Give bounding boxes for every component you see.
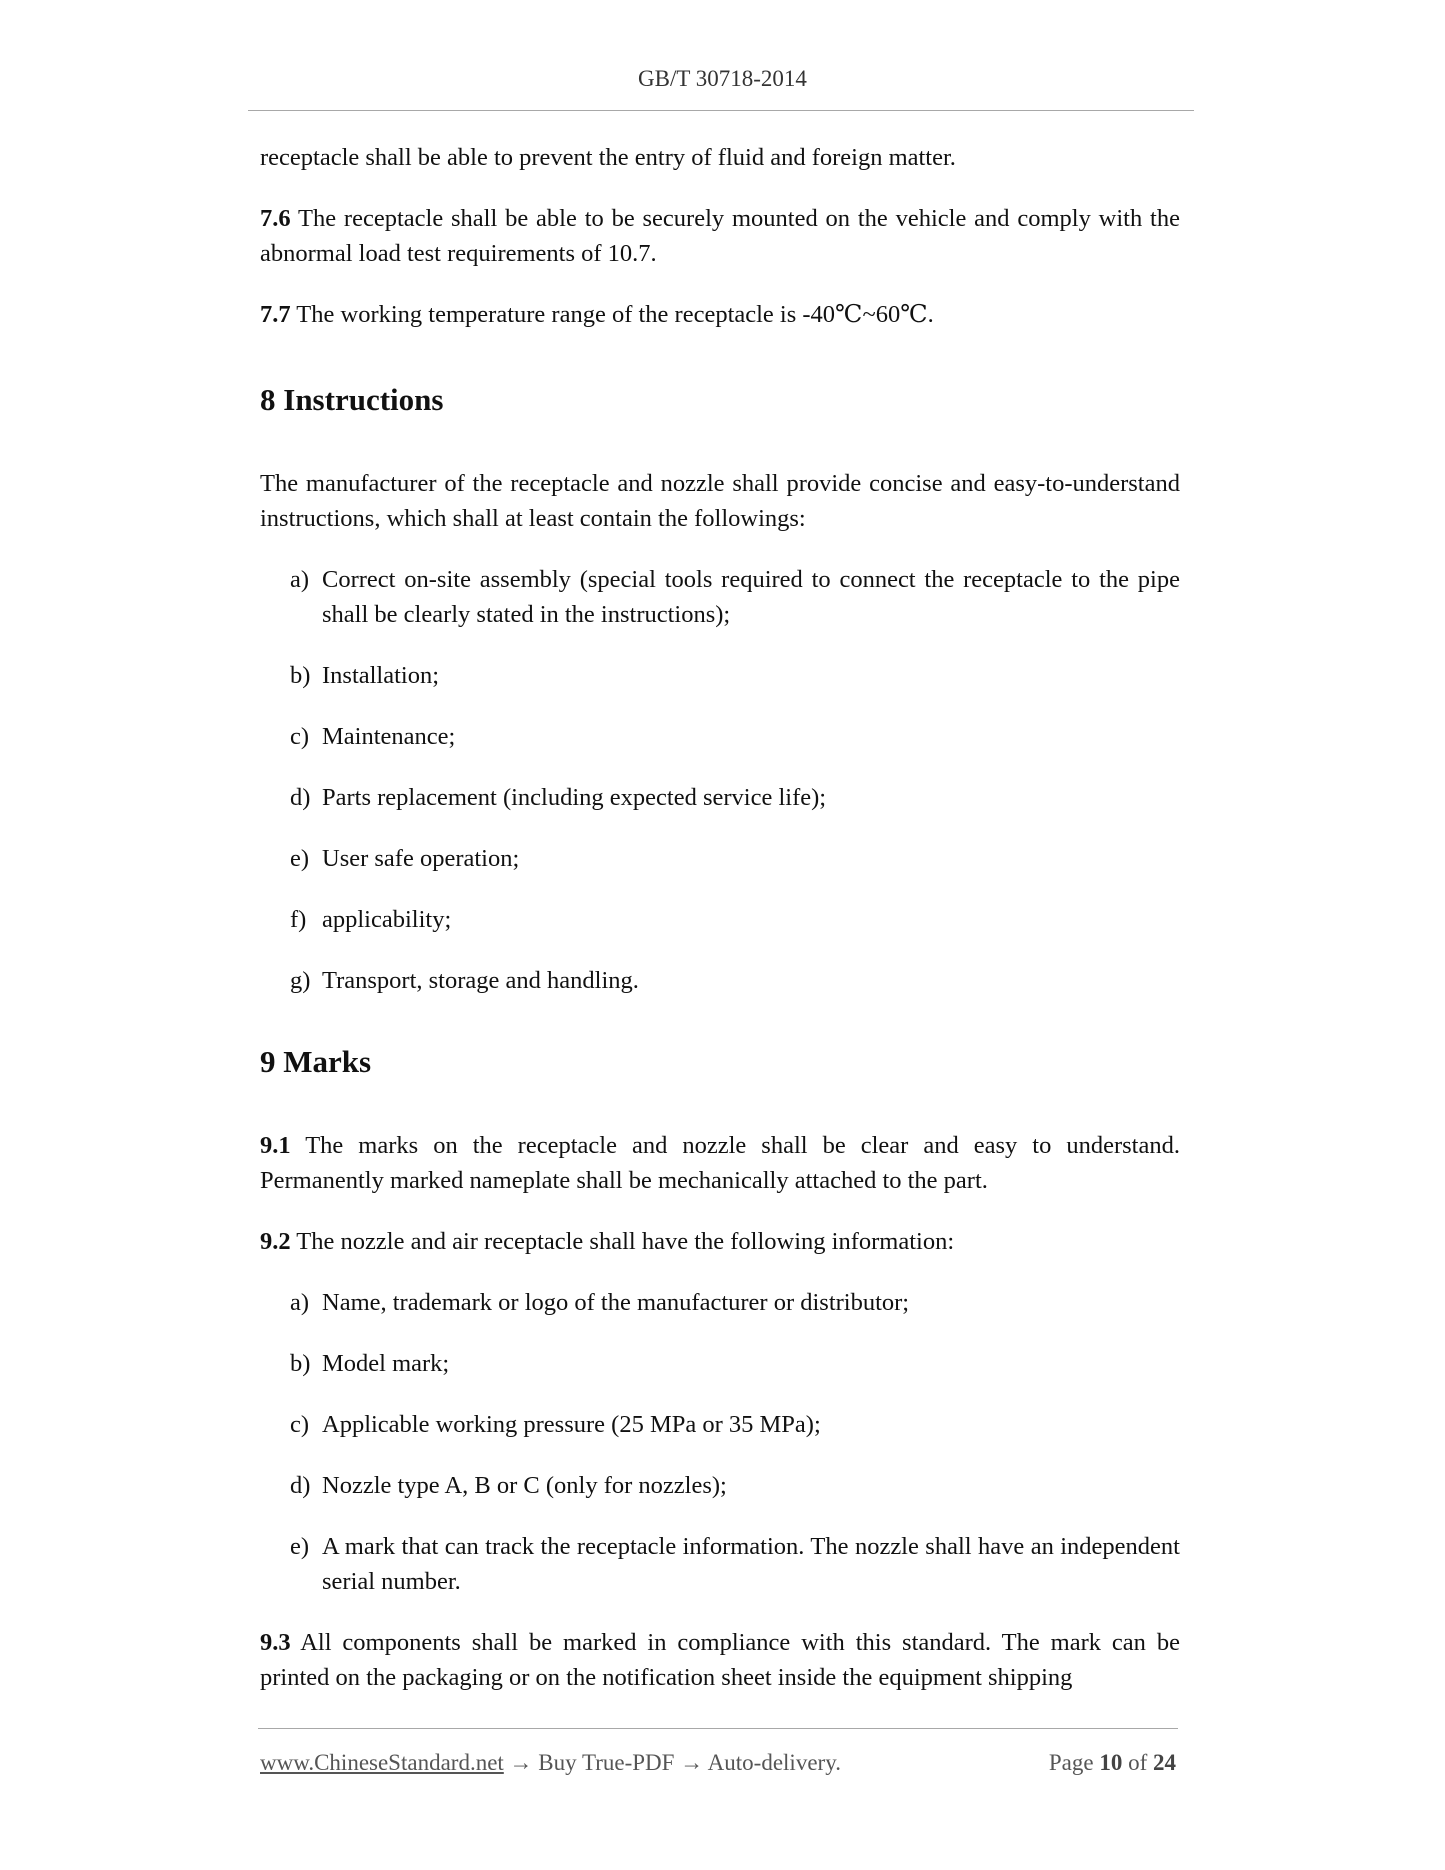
footer-promo [260, 1750, 841, 1776]
instructions-list [260, 562, 1180, 998]
list-item-label: e) [290, 1533, 310, 1560]
clause-text: The receptacle shall be able to be securely mounted on the vehicle and comply with the abnormal load test requirements of 10.7. [260, 205, 1180, 267]
header-divider [248, 110, 1194, 111]
list-item-label: c) [290, 723, 310, 750]
list-item [290, 1346, 1180, 1381]
clause-number: 7.6 [260, 205, 291, 232]
clause-7-6 [260, 201, 1180, 271]
list-item-text: Nozzle type A, B or C (only for nozzles); [322, 1472, 727, 1499]
page-number [1049, 1750, 1176, 1776]
list-item [290, 719, 1180, 754]
list-item-label: c) [290, 1411, 310, 1438]
list-item-text: Model mark; [322, 1350, 450, 1377]
list-item-text: User safe operation; [322, 845, 520, 872]
list-item-label: e) [290, 845, 310, 872]
clause-7-7 [260, 297, 1180, 332]
list-item [290, 562, 1180, 632]
page-content [260, 140, 1180, 1721]
page-footer [260, 1750, 1176, 1776]
of-label: of [1128, 1750, 1148, 1775]
clause-9-1 [260, 1128, 1180, 1198]
document-code-header: GB/T 30718-2014 [638, 66, 807, 91]
list-item-label: f) [290, 906, 307, 933]
list-item [290, 1407, 1180, 1442]
list-item [290, 658, 1180, 693]
page-label: Page [1048, 1750, 1094, 1775]
list-item-text: Applicable working pressure (25 MPa or 35 MPa); [322, 1411, 821, 1438]
paragraph-text: receptacle shall be able to prevent the entry of fluid and foreign matter. [260, 144, 956, 171]
clause-9-3 [260, 1625, 1180, 1695]
list-item [290, 1529, 1180, 1599]
clause-text: The working temperature range of the receptacle is -40℃~60℃. [290, 301, 934, 328]
list-item [290, 780, 1180, 815]
continued-paragraph [260, 140, 1180, 175]
clause-text: The nozzle and air receptacle shall have the following information: [290, 1228, 955, 1255]
list-item [290, 1468, 1180, 1503]
auto-delivery-text: Auto-delivery. [707, 1750, 841, 1775]
list-item [290, 902, 1180, 937]
list-item-label: a) [290, 566, 310, 593]
buy-pdf-text: Buy True-PDF [538, 1750, 675, 1775]
arrow-right-icon: → [680, 1750, 704, 1775]
list-item [290, 1285, 1180, 1320]
clause-9-2 [260, 1224, 1180, 1259]
current-page: 10 [1099, 1750, 1123, 1775]
section-8-heading: 8 Instructions [260, 382, 444, 417]
clause-number: 7.7 [260, 301, 291, 328]
list-item-label: d) [290, 784, 311, 811]
list-item-text: applicability; [322, 906, 452, 933]
list-item-label: d) [290, 1472, 311, 1499]
clause-number: 9.1 [260, 1132, 291, 1159]
marks-list [260, 1285, 1180, 1599]
list-item-text: Maintenance; [322, 723, 456, 750]
total-pages: 24 [1153, 1750, 1176, 1775]
list-item-text: Correct on-site assembly (special tools required to connect the receptacle to the pipe shall be clearly stated in the instructions); [322, 566, 1180, 628]
clause-text: The marks on the receptacle and nozzle shall be clear and easy to understand. Permanently marked nameplate shall be mechanically attached to the part. [260, 1132, 1180, 1194]
chinese-standard-link[interactable]: www.ChineseStandard.net [260, 1750, 504, 1775]
clause-number: 9.2 [260, 1228, 291, 1255]
list-item [290, 963, 1180, 998]
list-item-label: g) [290, 967, 311, 994]
clause-text: All components shall be marked in compliance with this standard. The mark can be printed on the packaging or on the notification sheet inside the equipment shipping [260, 1629, 1180, 1691]
list-item [290, 841, 1180, 876]
clause-number: 9.3 [260, 1629, 291, 1656]
list-item-text: Transport, storage and handling. [322, 967, 639, 994]
list-item-text: Installation; [322, 662, 440, 689]
list-item-label: b) [290, 1350, 311, 1377]
list-item-text: Name, trademark or logo of the manufacturer or distributor; [322, 1289, 910, 1316]
list-item-label: a) [290, 1289, 310, 1316]
list-item-text: Parts replacement (including expected service life); [322, 784, 827, 811]
list-item-text: A mark that can track the receptacle information. The nozzle shall have an independent serial number. [322, 1533, 1180, 1595]
section-8-intro: The manufacturer of the receptacle and nozzle shall provide concise and easy-to-understand instructions, which shall at least contain the followings: [260, 470, 1180, 532]
arrow-right-icon: → [509, 1750, 533, 1775]
section-9-heading: 9 Marks [260, 1044, 372, 1079]
footer-divider [258, 1728, 1178, 1729]
list-item-label: b) [290, 662, 311, 689]
